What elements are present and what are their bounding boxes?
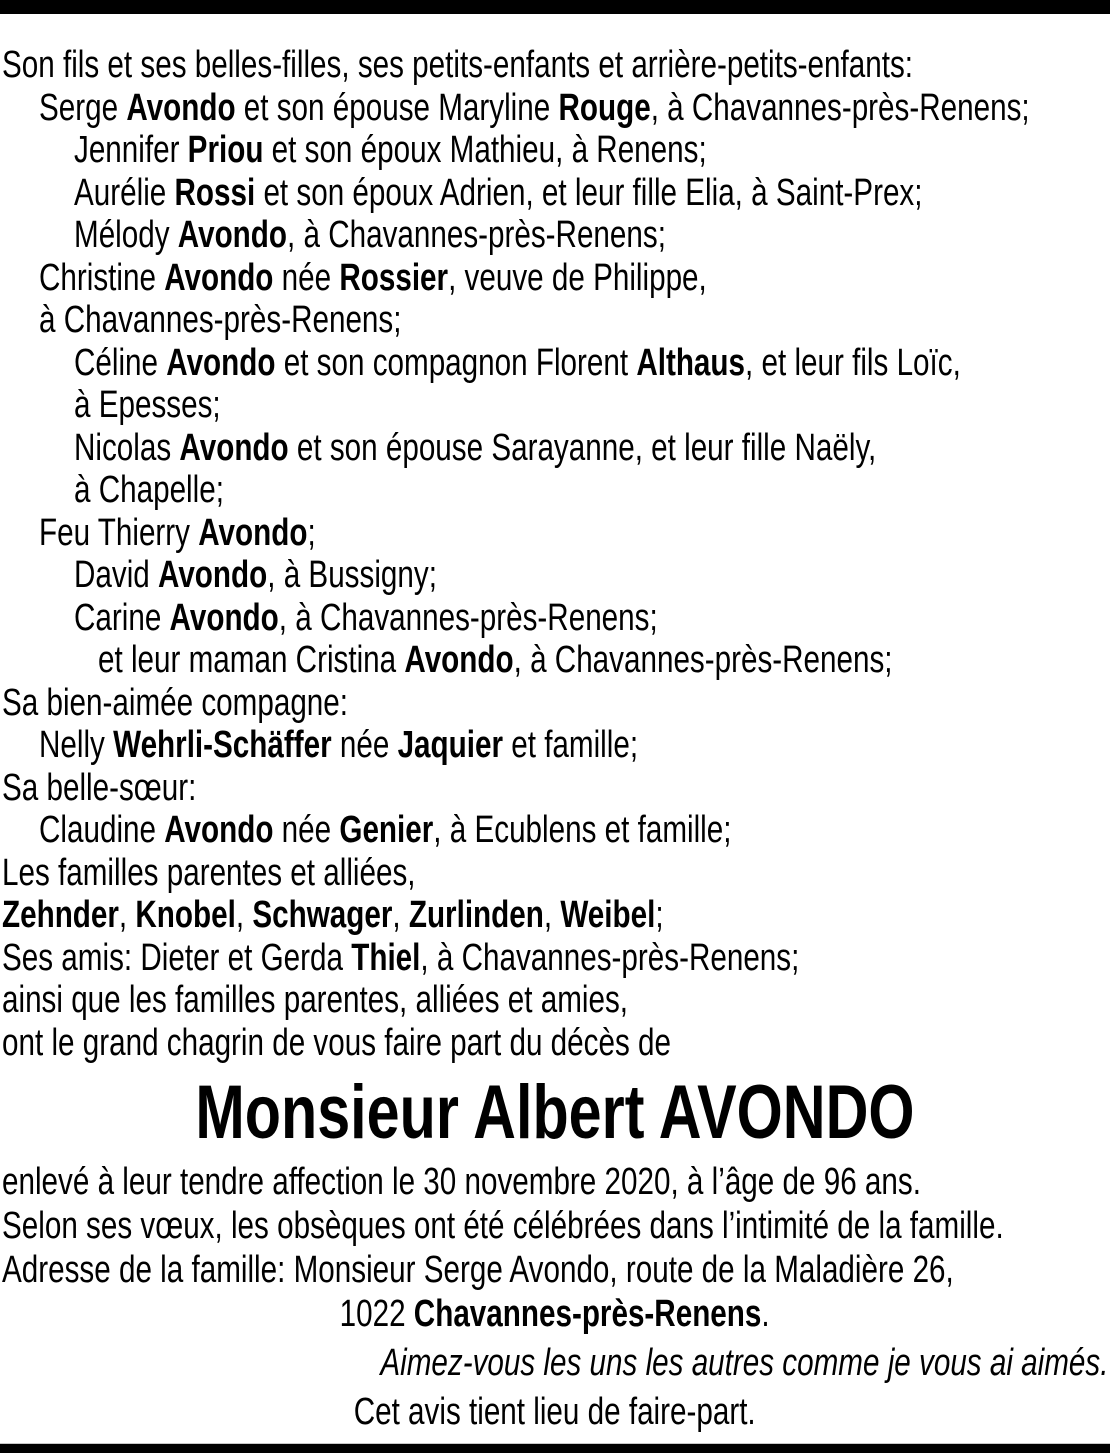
deceased-name: Monsieur Albert AVONDO — [195, 1070, 915, 1155]
family-announcement-lines — [0, 14, 1110, 1064]
notice-line-text: Jennifer Priou et son époux Mathieu, à Renens; — [74, 129, 707, 171]
notice-line — [2, 44, 1108, 87]
notice-line — [2, 1022, 1108, 1065]
notice-line-text: Sa belle-sœur: — [2, 766, 197, 809]
notice-line — [2, 257, 1108, 300]
notice-line — [2, 937, 1108, 980]
notice-line — [2, 639, 1108, 682]
notice-line-text: David Avondo, à Bussigny; — [74, 554, 437, 596]
bottom-rule — [0, 1443, 1110, 1453]
notice-line — [2, 1390, 1108, 1434]
notice-line-text: Adresse de la famille: Monsieur Serge Avondo, route de la Maladière 26, — [2, 1249, 954, 1291]
notice-line-text: Serge Avondo et son épouse Maryline Rouge, à Chavannes-près-Renens; — [39, 86, 1030, 129]
notice-line — [2, 724, 1108, 767]
notice-line-text: 1022 Chavannes-près-Renens. — [340, 1293, 770, 1335]
notice-line — [2, 214, 1108, 257]
notice-line-text: Carine Avondo, à Chavannes-près-Renens; — [74, 596, 658, 639]
notice-line — [2, 554, 1108, 597]
notice-line-text: enlevé à leur tendre affection le 30 novembre 2020, à l’âge de 96 ans. — [2, 1161, 921, 1203]
notice-line-text: Cet avis tient lieu de faire-part. — [354, 1391, 756, 1433]
notice-line-text: et leur maman Cristina Avondo, à Chavannes-près-Renens; — [98, 639, 893, 681]
notice-line — [2, 1292, 1108, 1336]
notice-line — [2, 1341, 1108, 1385]
notice-line — [2, 1248, 1108, 1292]
notice-line — [2, 597, 1108, 640]
notice-line-text: à Chavannes-près-Renens; — [39, 299, 402, 341]
notice-line-text: ainsi que les familles parentes, alliées et amies, — [2, 979, 629, 1021]
top-rule — [0, 0, 1110, 14]
notice-line-text: ont le grand chagrin de vous faire part du décès de — [2, 1021, 671, 1064]
notice-line-text: Selon ses vœux, les obsèques ont été célébrées dans l’intimité de la famille. — [2, 1205, 1004, 1247]
notice-line-text: à Epesses; — [74, 384, 221, 426]
notice-line — [2, 384, 1108, 427]
notice-line-text: à Chapelle; — [74, 469, 224, 511]
notice-line — [2, 427, 1108, 470]
notice-line-text: Mélody Avondo, à Chavannes-près-Renens; — [74, 214, 666, 256]
notice-line — [2, 87, 1108, 130]
notice-line-text: Aimez-vous les uns les autres comme je vous ai aimés. — [379, 1342, 1108, 1384]
notice-line-text: Feu Thierry Avondo; — [39, 511, 316, 554]
notice-line-text: Zehnder, Knobel, Schwager, Zurlinden, Weibel; — [2, 894, 664, 936]
notice-line — [2, 299, 1108, 342]
notice-line — [2, 1204, 1108, 1248]
notice-line-text: Nelly Wehrli-Schäffer née Jaquier et famille; — [39, 724, 639, 766]
notice-line-text: Claudine Avondo née Genier, à Ecublens et famille; — [39, 809, 732, 851]
notice-line — [2, 809, 1108, 852]
notice-line — [2, 852, 1108, 895]
notice-line-text: Sa bien-aimée compagne: — [2, 681, 349, 724]
notice-line-text: Aurélie Rossi et son époux Adrien, et leur fille Elia, à Saint-Prex; — [74, 171, 923, 214]
notice-line — [2, 767, 1108, 810]
notice-line — [2, 512, 1108, 555]
notice-line — [2, 979, 1108, 1022]
notice-line-text: Son fils et ses belles-filles, ses petits-enfants et arrière-petits-enfants: — [2, 44, 914, 86]
notice-line-text: Ses amis: Dieter et Gerda Thiel, à Chavannes-près-Renens; — [2, 936, 800, 979]
notice-line — [2, 342, 1108, 385]
notice-line — [2, 129, 1108, 172]
notice-line-text: Nicolas Avondo et son épouse Sarayanne, et leur fille Naëly, — [74, 426, 877, 469]
closing-lines — [0, 1160, 1110, 1434]
notice-line-text: Les familles parentes et alliées, — [2, 851, 416, 894]
notice-line — [2, 469, 1108, 512]
deceased-name-title — [0, 1070, 1110, 1156]
notice-line — [2, 894, 1108, 937]
notice-line-text: Céline Avondo et son compagnon Florent Althaus, et leur fils Loïc, — [74, 341, 961, 384]
notice-line-text: Christine Avondo née Rossier, veuve de Philippe, — [39, 256, 707, 299]
notice-line — [2, 682, 1108, 725]
notice-line — [2, 1160, 1108, 1204]
notice-line — [2, 172, 1108, 215]
